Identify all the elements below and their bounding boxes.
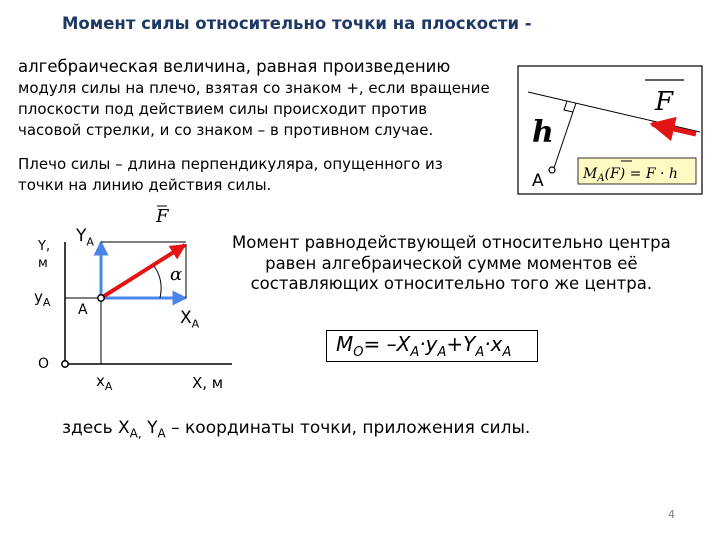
resultant-line-1: Момент равнодействующей относительно центра bbox=[232, 233, 671, 252]
page-number: 4 bbox=[668, 508, 675, 521]
slide-title: Момент силы относительно точки на плоскости - bbox=[62, 14, 532, 33]
arm-line-2: точки на линию действия силы. bbox=[18, 176, 272, 194]
arm-definition: – длина перпендикуляра, опущенного из bbox=[110, 155, 443, 173]
definition-line-3: плоскости под действием силы происходит против bbox=[18, 100, 428, 118]
resultant-line-2: равен алгебраической сумме моментов её bbox=[265, 253, 638, 273]
resultant-line-3: составляющих относительно того же центра. bbox=[250, 274, 653, 293]
coordinates-note: здесь $X_{A,}$ $Y_A$ – координаты точки, приложения силы. bbox=[62, 418, 531, 441]
inset-F-label: F bbox=[655, 87, 674, 117]
definition-line-2: модуля силы на плечо, взятая со знаком +, если вращение bbox=[18, 79, 490, 97]
arm-term: Плечо силы bbox=[18, 155, 111, 173]
xA-label: $x_A$ bbox=[96, 372, 113, 393]
y-axis-label: Y, м bbox=[38, 239, 51, 271]
moment-formula: $M_O= -X_A\cdot y_A+Y_A\cdot x_A$ bbox=[336, 332, 512, 360]
YA-label: $Y_A$ bbox=[76, 226, 94, 249]
A-label: A bbox=[78, 302, 88, 318]
definition-lead: алгебраическая величина, равная произведению bbox=[18, 57, 451, 76]
point-A bbox=[98, 295, 104, 301]
inset-A-label: A bbox=[532, 171, 544, 191]
angle-arc bbox=[154, 266, 161, 298]
inset-formula: $M_A(F) = F \cdot h$ bbox=[583, 166, 678, 184]
origin-label: O bbox=[38, 356, 50, 372]
x-axis-label: X, м bbox=[192, 374, 224, 392]
XA-label: $X_A$ bbox=[180, 308, 200, 331]
definition-line-4: часовой стрелки, и со знаком – в противном случае. bbox=[18, 121, 434, 139]
force-F-label: F bbox=[156, 206, 169, 227]
origin-point bbox=[62, 361, 68, 367]
inset-h-label: h bbox=[532, 115, 554, 150]
yA-label: $y_A$ bbox=[34, 288, 51, 309]
alpha-label: α bbox=[170, 264, 183, 285]
